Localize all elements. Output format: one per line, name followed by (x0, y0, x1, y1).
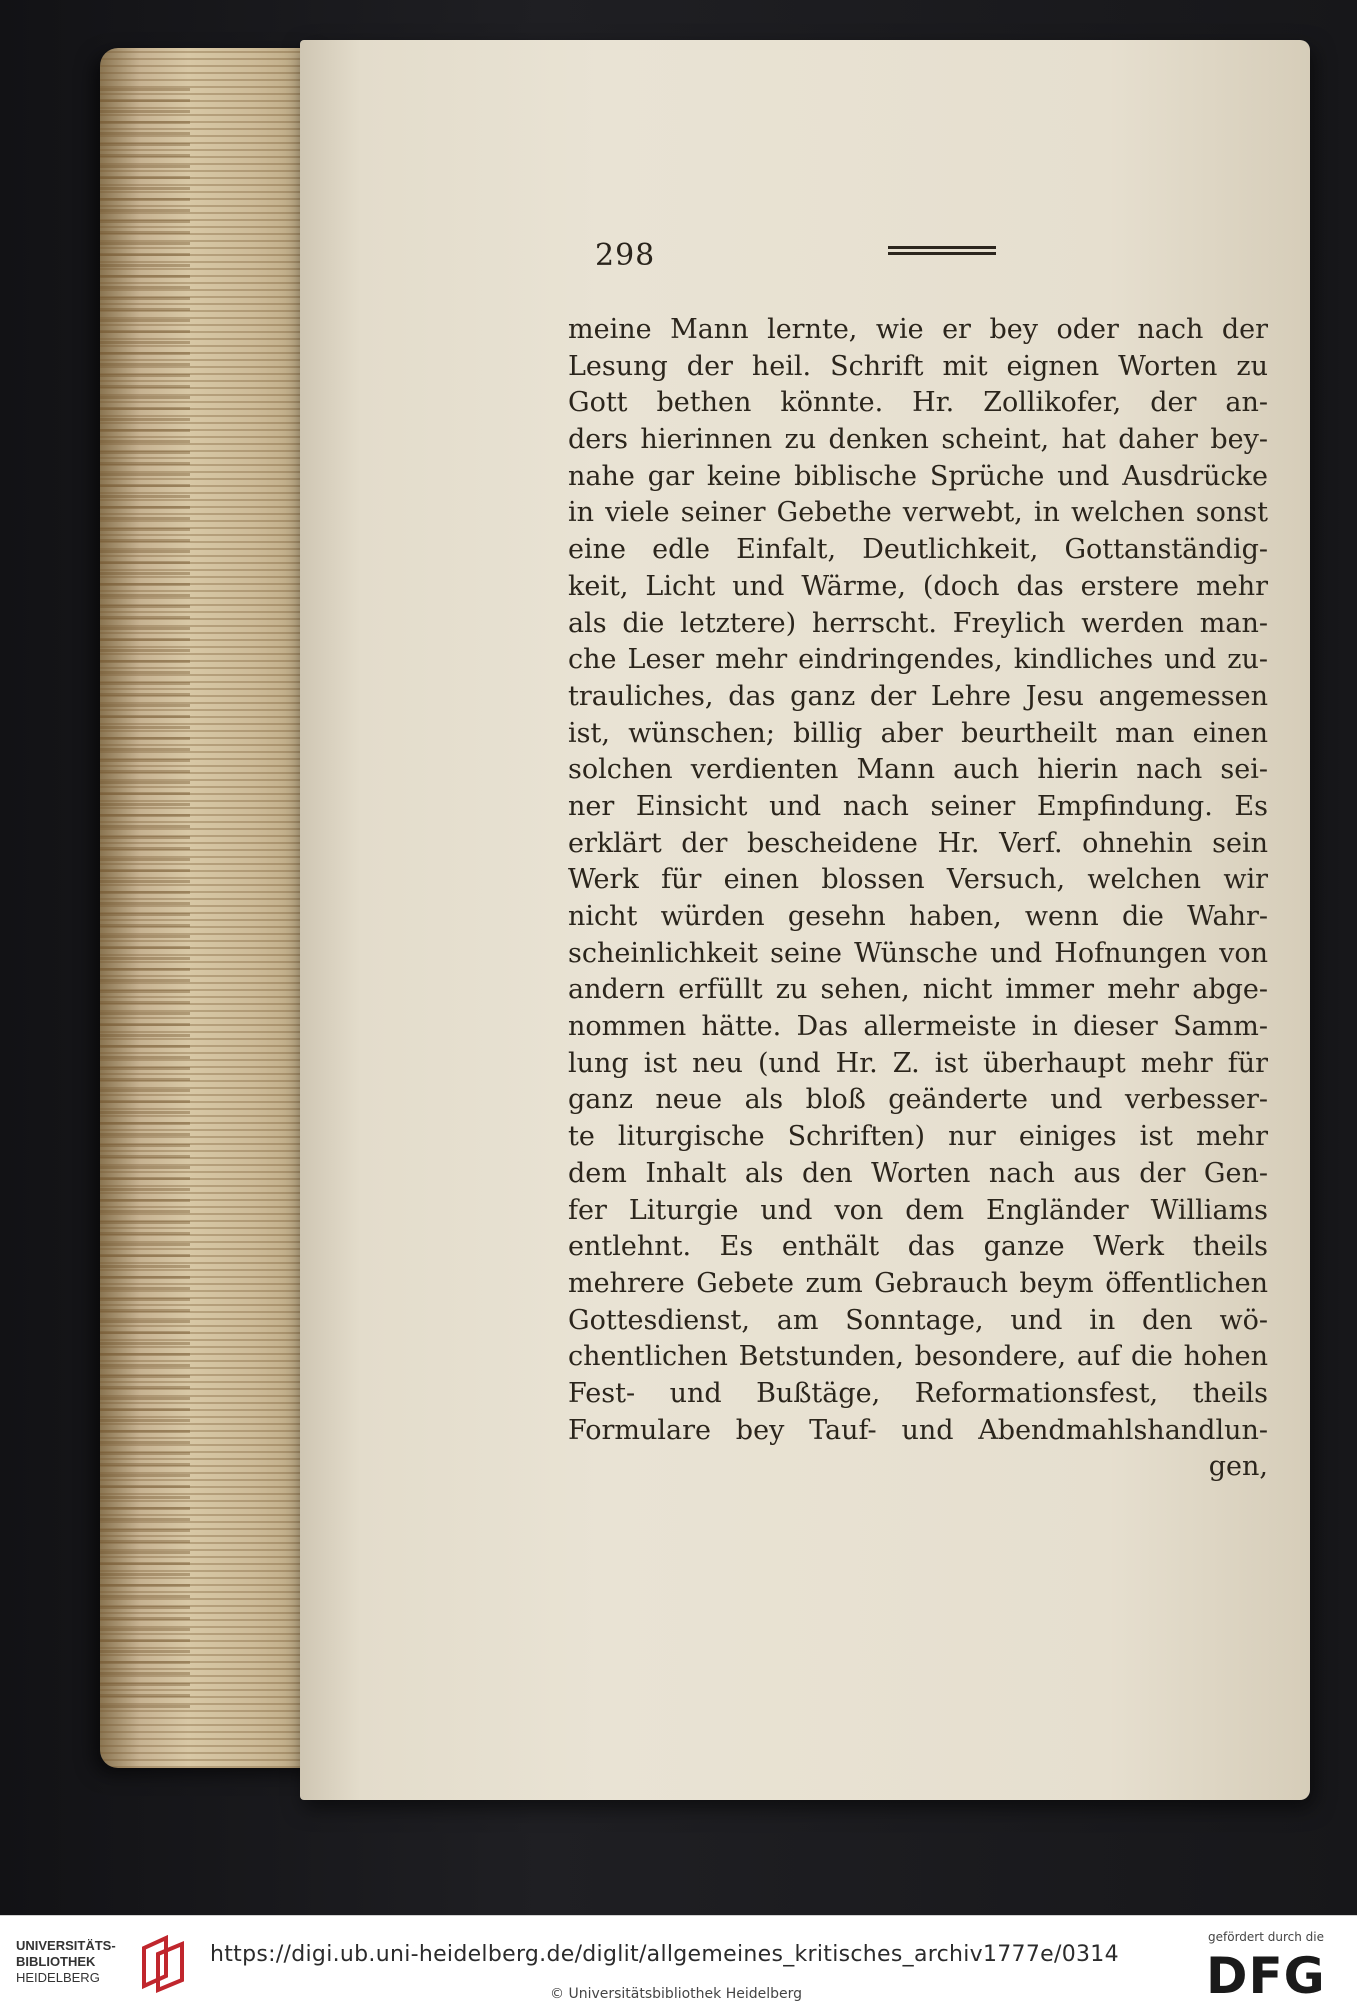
text-line: meine Mann lernte, wie er bey oder nach der (568, 314, 1268, 345)
text-line: ganz neue als bloß geänderte und verbesser- (568, 1084, 1268, 1116)
text-line: eine edle Einfalt, Deutlichkeit, Gottanständig- (568, 534, 1268, 566)
text-line: te liturgische Schriften) nur einiges ist mehr (568, 1121, 1268, 1153)
text-line: keit, Licht und Wärme, (doch das erstere mehr (568, 570, 1268, 602)
page-number: 298 (595, 238, 656, 273)
text-line: lung ist neu (und Hr. Z. ist überhaupt mehr für (568, 1047, 1268, 1079)
funded-by-label: gefördert durch die (1208, 1930, 1324, 1944)
text-line: Gott bethen könnte. Hr. Zollikofer, der an- (568, 387, 1268, 419)
book-page-edges (100, 48, 320, 1768)
text-line: Lesung der heil. Schrift mit eignen Worten zu (568, 350, 1268, 382)
text-line: Formulare bey Tauf- und Abendmahlshandlun- (568, 1414, 1268, 1446)
library-name-line: BIBLIOTHEK (16, 1954, 96, 1969)
text-line: entlehnt. Es enthält das ganze Werk theils (568, 1231, 1268, 1263)
text-line: Werk für einen blossen Versuch, welchen wir (568, 864, 1268, 896)
text-line: ders hierinnen zu denken scheint, hat daher bey- (568, 424, 1268, 456)
viewer-footer (0, 1915, 1357, 2012)
text-line: scheinlichkeit seine Wünsche und Hofnungen von (568, 937, 1268, 969)
library-name (16, 1938, 116, 1986)
text-line: trauliches, das ganz der Lehre Jesu angemessen (568, 680, 1268, 712)
dfg-logo: DFG (1206, 1947, 1326, 2005)
text-line: chentlichen Betstunden, besondere, auf die hohen (568, 1341, 1268, 1373)
page-text (568, 312, 1268, 1486)
text-line: gen, (1208, 1451, 1268, 1483)
text-line: solchen verdienten Mann auch hierin nach sei- (568, 754, 1268, 786)
header-rule (888, 246, 996, 260)
source-url-link[interactable]: https://digi.ub.uni-heidelberg.de/diglit/allgemeines_kritisches_archiv1777e/0314 (210, 1942, 1119, 1967)
library-name-line: HEIDELBERG (16, 1970, 100, 1985)
text-line: che Leser mehr eindringendes, kindliches und zu- (568, 644, 1268, 676)
text-line: ist, wünschen; billig aber beurtheilt man einen (568, 717, 1268, 749)
text-line: nommen hätte. Das allermeiste in dieser Samm- (568, 1011, 1268, 1043)
text-line: mehrere Gebete zum Gebrauch beym öffentlichen (568, 1267, 1268, 1299)
text-line: andern erfüllt zu sehen, nicht immer mehr abge- (568, 974, 1268, 1006)
library-logo-icon (136, 1934, 190, 1994)
text-line: Gottesdienst, am Sonntage, und in den wö- (568, 1304, 1268, 1336)
library-name-line: UNIVERSITÄTS- (16, 1938, 116, 1953)
copyright-notice: © Universitätsbibliothek Heidelberg (550, 1986, 803, 2002)
text-line: nahe gar keine biblische Sprüche und Ausdrücke (568, 460, 1268, 492)
text-line: ner Einsicht und nach seiner Empfindung. Es (568, 790, 1268, 822)
text-line: nicht würden gesehn haben, wenn die Wahr- (568, 901, 1268, 932)
text-line: fer Liturgie und von dem Engländer Williams (568, 1194, 1268, 1226)
edge-staining (100, 88, 190, 1708)
text-line: in viele seiner Gebethe verwebt, in welchen sonst (568, 497, 1268, 529)
text-line: als die letztere) herrscht. Freylich werden man- (568, 607, 1268, 639)
text-line: Fest- und Bußtäge, Reformationsfest, theils (568, 1377, 1268, 1409)
text-line: dem Inhalt als den Worten nach aus der Gen- (568, 1157, 1268, 1189)
text-line: erklärt der bescheidene Hr. Verf. ohnehin sein (568, 827, 1268, 859)
